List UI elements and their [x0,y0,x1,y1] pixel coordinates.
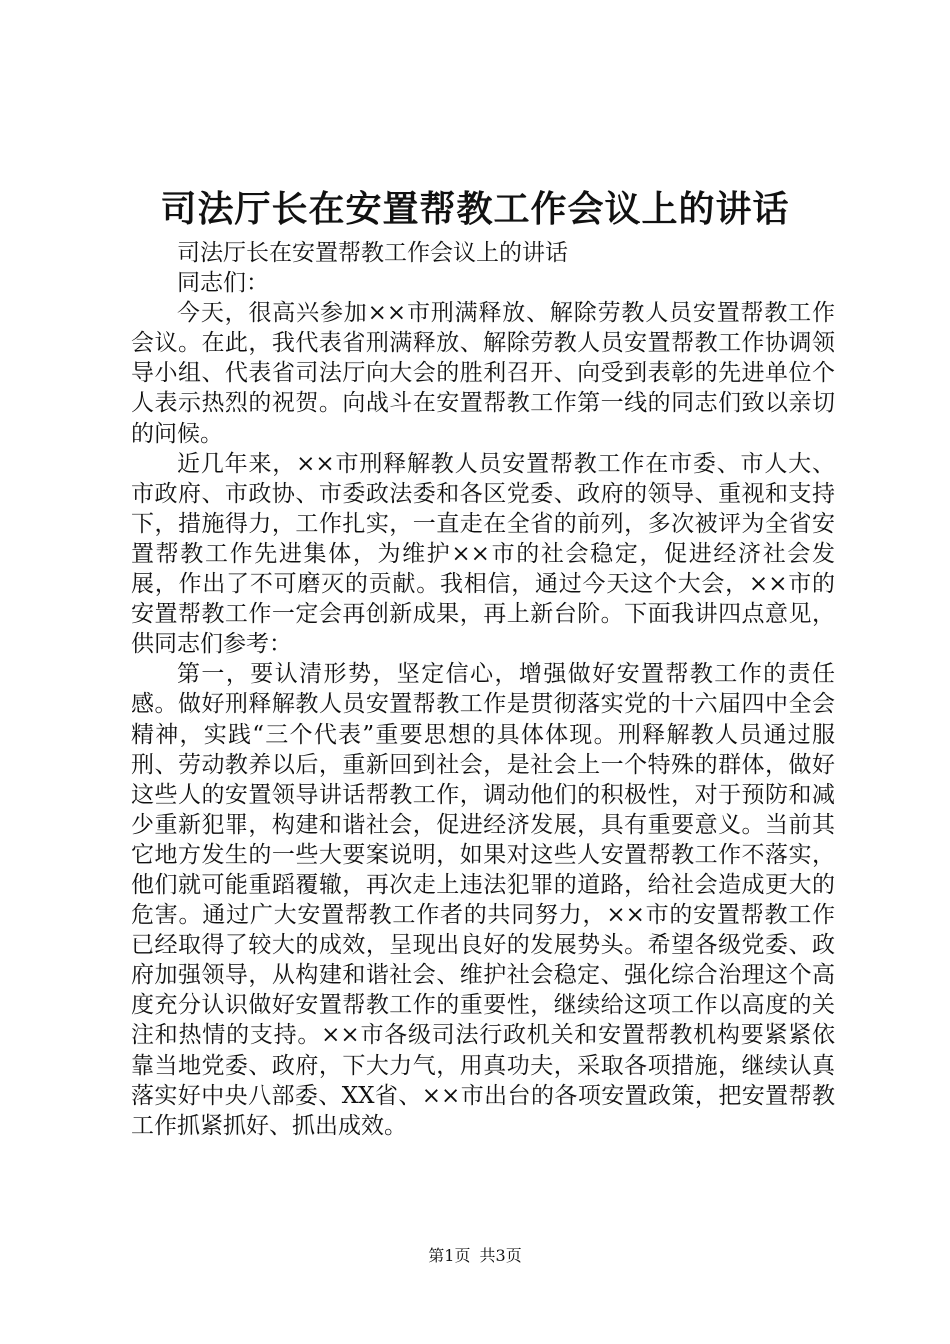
paragraph-2: 近几年来，××市刑释解教人员安置帮教工作在市委、市人大、市政府、市政协、市委政法委和各区党委、政府的领导、重视和支持下，措施得力，工作扎实，一直走在全省的前列，多次被评为全省安置帮教工作先进集体，为维护××市的社会稳定，促进经济社会发展，作出了不可磨灭的贡献。我相信，通过今天这个大会，××市的安置帮教工作一定会再创新成果，再上新台阶。下面我讲四点意见，供同志们参考： [131,450,835,658]
salutation: 同志们： [177,270,269,297]
page-footer [0,1246,950,1266]
page-total: 共3页 [479,1246,522,1265]
paragraph-1: 今天，很高兴参加××市刑满释放、解除劳教人员安置帮教工作会议。在此，我代表省刑满释放、解除劳教人员安置帮教工作协调领导小组、代表省司法厅向大会的胜利召开、向受到表彰的先进单位个人表示热烈的祝贺。向战斗在安置帮教工作第一线的同志们致以亲切的问候。 [131,300,835,447]
document-title: 司法厅长在安置帮教工作会议上的讲话 [160,189,790,230]
paragraph-3: 第一，要认清形势，坚定信心，增强做好安置帮教工作的责任感。做好刑释解教人员安置帮教工作是贯彻落实党的十六届四中全会精神，实践“三个代表”重要思想的具体体现。刑释解教人员通过服刑、劳动教养以后，重新回到社会，是社会上一个特殊的群体，做好这些人的安置领导讲话帮教工作，调动他们的积极性，对于预防和减少重新犯罪，构建和谐社会，促进经济发展，具有重要意义。当前其它地方发生的一些大要案说明，如果对这些人安置帮教工作不落实，他们就可能重蹈覆辙，再次走上违法犯罪的道路，给社会造成更大的危害。通过广大安置帮教工作者的共同努力，××市的安置帮教工作已经取得了较大的成效，呈现出良好的发展势头。希望各级党委、政府加强领导，从构建和谐社会、维护社会稳定、强化综合治理这个高度充分认识做好安置帮教工作的重要性，继续给这项工作以高度的关注和热情的支持。××市各级司法行政机关和安置帮教机构要紧紧依靠当地党委、政府，下大力气，用真功夫，采取各项措施，继续认真落实好中央八部委、XX省、××市出台的各项安置政策，把安置帮教工作抓紧抓好、抓出成效。 [131,661,835,1139]
document-subtitle: 司法厅长在安置帮教工作会议上的讲话 [177,240,568,266]
page-number: 第1页 [428,1246,471,1265]
document-body [131,238,835,1141]
